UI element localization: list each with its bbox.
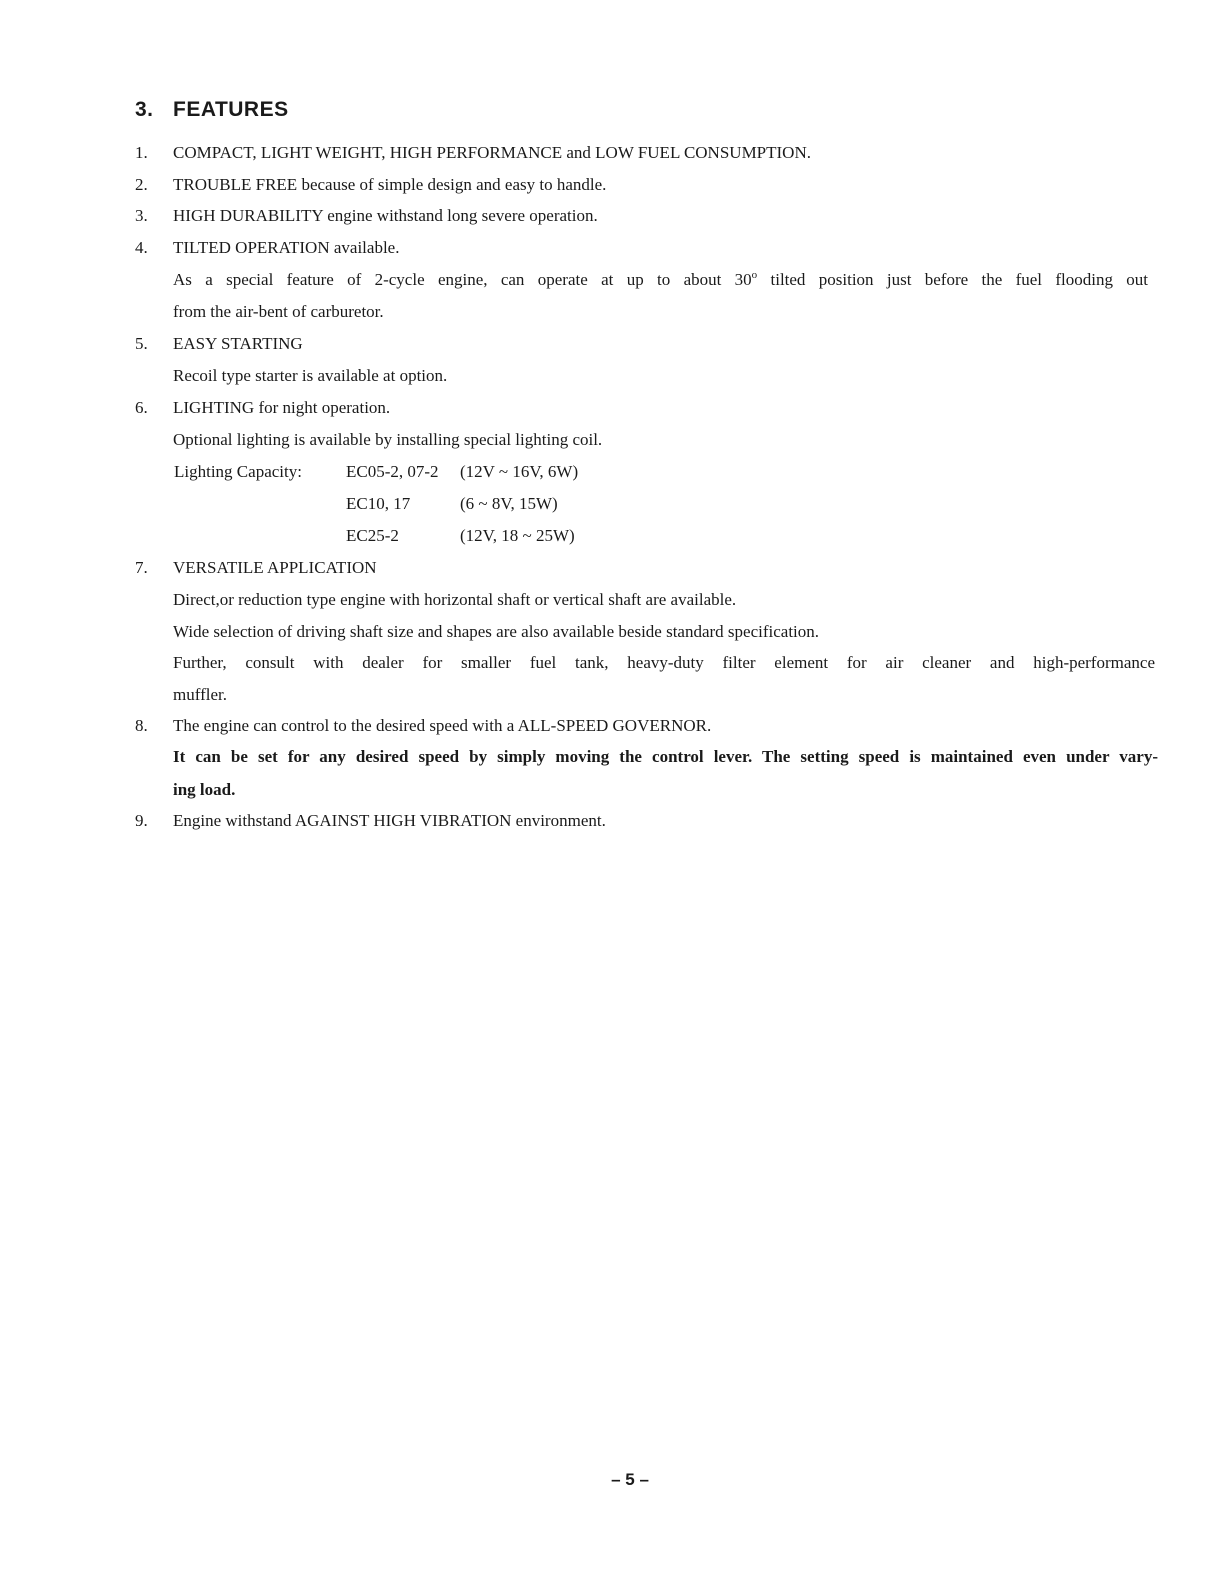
section-number: 3. (135, 98, 154, 121)
item-number: 2. (135, 175, 148, 194)
section-title: FEATURES (173, 98, 289, 121)
lighting-model: EC05-2, 07-2 (346, 462, 439, 481)
item-text: Engine withstand AGAINST HIGH VIBRATION environment. (173, 811, 606, 830)
item-detail-line: As a special feature of 2-cycle engine, can operate at up to about 30$^o$ tilted position just before the fuel flooding out (173, 269, 1149, 289)
item-number: 9. (135, 811, 148, 830)
item-text: TROUBLE FREE because of simple design and easy to handle. (173, 175, 607, 194)
item-detail-line: Recoil type starter is available at option. (173, 366, 448, 385)
item-detail-line: ing load. (173, 780, 236, 799)
item-number: 8. (135, 716, 148, 735)
lighting-model: EC10, 17 (346, 494, 411, 513)
item-text: VERSATILE APPLICATION (173, 558, 377, 577)
item-number: 6. (135, 398, 148, 417)
item-detail-line: It can be set for any desired speed by simply moving the control lever. The setting speed is maintained even under vary- (173, 747, 1158, 766)
item-detail-line: muffler. (173, 685, 227, 704)
item-number: 5. (135, 334, 148, 353)
item-text: HIGH DURABILITY engine withstand long severe operation. (173, 206, 598, 225)
lighting-capacity-label: Lighting Capacity: (174, 462, 302, 481)
item-number: 7. (135, 558, 148, 577)
section-heading (135, 98, 289, 122)
lighting-spec: (12V ~ 16V, 6W) (460, 462, 579, 481)
lighting-spec: (6 ~ 8V, 15W) (460, 494, 558, 513)
item-number: 4. (135, 238, 148, 257)
item-detail-line: Further, consult with dealer for smaller fuel tank, heavy-duty filter element for air cleaner and high-performance (173, 653, 1155, 672)
item-detail-line: Direct,or reduction type engine with horizontal shaft or vertical shaft are available. (173, 590, 737, 609)
item-detail-line: Wide selection of driving shaft size and shapes are also available beside standard specification. (173, 622, 820, 641)
item-text: The engine can control to the desired speed with a ALL-SPEED GOVERNOR. (173, 716, 712, 735)
item-text: TILTED OPERATION available. (173, 238, 400, 257)
item-text: EASY STARTING (173, 334, 303, 353)
item-number: 3. (135, 206, 148, 225)
page-number: – 5 – (611, 1470, 649, 1489)
degree-superscript: o (751, 269, 758, 281)
lighting-model: EC25-2 (346, 526, 399, 545)
item-text: COMPACT, LIGHT WEIGHT, HIGH PERFORMANCE and LOW FUEL CONSUMPTION. (173, 143, 811, 162)
item-number: 1. (135, 143, 148, 162)
lighting-spec: (12V, 18 ~ 25W) (460, 526, 575, 545)
item-detail-line: Optional lighting is available by installing special lighting coil. (173, 430, 603, 449)
item-text: LIGHTING for night operation. (173, 398, 391, 417)
item-detail-line: from the air-bent of carburetor. (173, 302, 384, 321)
